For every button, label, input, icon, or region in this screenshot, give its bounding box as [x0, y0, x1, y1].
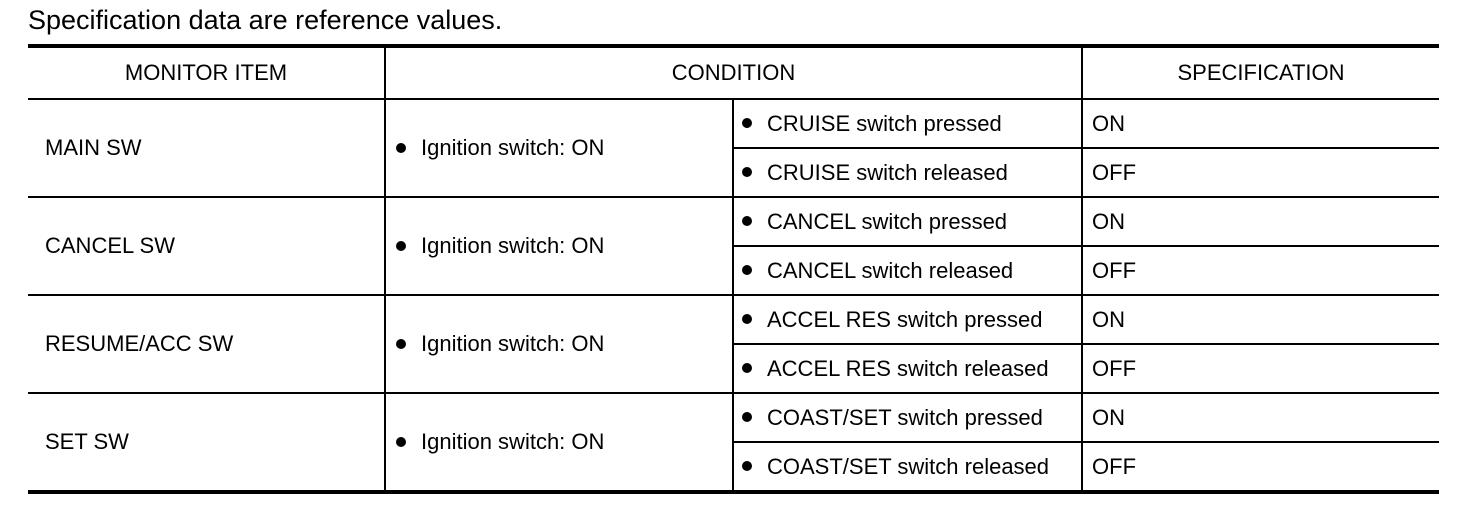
condition-text: Ignition switch: ON — [421, 331, 605, 357]
table-row — [28, 393, 1439, 442]
sub-condition-cell — [733, 148, 1082, 197]
sub-condition-cell — [733, 442, 1082, 492]
sub-condition-text: COAST/SET switch pressed — [767, 405, 1043, 431]
table-header-row — [28, 46, 1439, 99]
sub-condition-text: CRUISE switch pressed — [767, 111, 1002, 137]
specification-cell: OFF — [1082, 344, 1439, 393]
sub-condition-cell — [733, 393, 1082, 442]
header-specification: SPECIFICATION — [1082, 46, 1439, 99]
monitor-item-cell: MAIN SW — [28, 99, 385, 197]
condition-text: Ignition switch: ON — [421, 233, 605, 259]
sub-condition-text: CANCEL switch pressed — [767, 209, 1008, 235]
specification-cell: ON — [1082, 393, 1439, 442]
sub-condition-text: COAST/SET switch released — [767, 454, 1050, 480]
monitor-item-cell: CANCEL SW — [28, 197, 385, 295]
header-monitor-item: MONITOR ITEM — [28, 46, 385, 99]
specification-cell: ON — [1082, 197, 1439, 246]
specification-cell: OFF — [1082, 442, 1439, 492]
specification-table — [28, 44, 1439, 494]
bullet-icon — [742, 412, 752, 422]
sub-condition-cell — [733, 344, 1082, 393]
monitor-item-cell: SET SW — [28, 393, 385, 492]
condition-cell — [385, 99, 733, 197]
condition-cell — [385, 295, 733, 393]
bullet-icon — [742, 167, 752, 177]
monitor-item-cell: RESUME/ACC SW — [28, 295, 385, 393]
bullet-icon — [396, 143, 406, 153]
reference-note: Specification data are reference values. — [28, 5, 503, 35]
header-condition: CONDITION — [385, 46, 1082, 99]
condition-text: Ignition switch: ON — [421, 135, 605, 161]
bullet-icon — [396, 437, 406, 447]
bullet-icon — [742, 216, 752, 226]
sub-condition-cell — [733, 295, 1082, 344]
bullet-icon — [742, 314, 752, 324]
bullet-icon — [742, 118, 752, 128]
sub-condition-cell — [733, 99, 1082, 148]
bullet-icon — [396, 241, 406, 251]
sub-condition-text: CANCEL switch released — [767, 258, 1014, 284]
sub-condition-text: CRUISE switch released — [767, 160, 1008, 186]
condition-cell — [385, 197, 733, 295]
condition-text: Ignition switch: ON — [421, 429, 605, 455]
condition-cell — [385, 393, 733, 492]
specification-cell: OFF — [1082, 148, 1439, 197]
specification-cell: ON — [1082, 295, 1439, 344]
bullet-icon — [742, 363, 752, 373]
sub-condition-cell — [733, 197, 1082, 246]
table-row — [28, 99, 1439, 148]
table-row — [28, 197, 1439, 246]
specification-cell: OFF — [1082, 246, 1439, 295]
table-row — [28, 295, 1439, 344]
bullet-icon — [396, 339, 406, 349]
bullet-icon — [742, 461, 752, 471]
specification-cell: ON — [1082, 99, 1439, 148]
bullet-icon — [742, 265, 752, 275]
sub-condition-cell — [733, 246, 1082, 295]
sub-condition-text: ACCEL RES switch pressed — [767, 307, 1043, 333]
sub-condition-text: ACCEL RES switch released — [767, 356, 1049, 382]
